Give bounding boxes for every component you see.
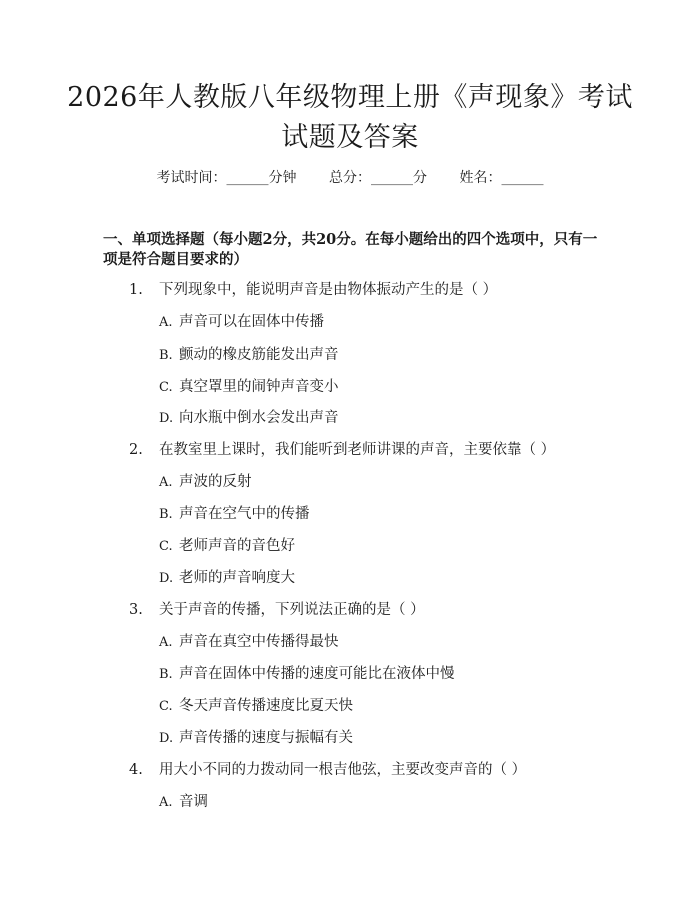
option-3a <box>159 632 339 653</box>
option-1a <box>159 312 324 333</box>
option-2c <box>159 536 295 557</box>
option-letter: D. <box>159 411 174 426</box>
total-score-unit: 分 <box>413 170 427 186</box>
question-number: 1. <box>129 282 143 298</box>
question-2 <box>129 440 555 460</box>
section-heading: 一、单项选择题（每小题2分，共20分。在每小题给出的四个选项中，只有一项是符合题目要求的） <box>103 231 598 268</box>
option-text: 声音在空气中的传播 <box>179 506 310 522</box>
option-3d <box>159 728 353 749</box>
option-letter: D. <box>159 571 174 586</box>
exam-time-label: 考试时间： <box>156 170 227 186</box>
student-name-field <box>459 170 543 186</box>
option-text: 冬天声音传播速度比夏天快 <box>179 698 353 714</box>
option-2d <box>159 568 295 589</box>
student-name-label: 姓名： <box>459 170 502 186</box>
student-name-blank: ______ <box>501 170 544 186</box>
question-text: 在教室里上课时，我们能听到老师讲课的声音，主要依靠（ ） <box>159 442 556 458</box>
exam-time-field <box>157 170 297 186</box>
exam-info-line <box>0 168 700 188</box>
question-4 <box>129 760 526 780</box>
total-score-field <box>329 170 427 186</box>
option-text: 声音可以在固体中传播 <box>179 314 324 330</box>
option-text: 向水瓶中倒水会发出声音 <box>179 410 339 426</box>
option-text: 声音传播的速度与振幅有关 <box>179 730 353 746</box>
option-text: 老师的声音响度大 <box>179 570 295 586</box>
option-text: 声波的反射 <box>179 474 252 490</box>
exam-time-blank: ______ <box>226 170 269 186</box>
option-letter: B. <box>159 348 173 363</box>
option-text: 真空罩里的闹钟声音变小 <box>179 379 339 395</box>
option-text: 音调 <box>179 794 208 810</box>
question-number: 3. <box>129 602 143 618</box>
option-letter: A. <box>159 475 173 490</box>
option-3c <box>159 696 353 717</box>
total-score-blank: ______ <box>371 170 413 186</box>
option-1d <box>159 408 339 429</box>
question-number: 2. <box>129 442 143 458</box>
option-letter: C. <box>159 699 173 714</box>
option-letter: B. <box>159 667 173 682</box>
option-2a <box>159 472 252 493</box>
option-text: 老师声音的音色好 <box>179 538 295 554</box>
page-title: 2026年人教版八年级物理上册《声现象》考试试题及答案 <box>67 82 633 153</box>
option-letter: A. <box>159 315 173 330</box>
option-letter: A. <box>159 635 173 650</box>
option-text: 颤动的橡皮筋能发出声音 <box>179 347 339 363</box>
question-text: 用大小不同的力拨动同一根吉他弦，主要改变声音的（ ） <box>159 762 527 778</box>
question-text: 关于声音的传播，下列说法正确的是（ ） <box>159 602 425 618</box>
option-text: 声音在真空中传播得最快 <box>179 634 339 650</box>
option-letter: C. <box>159 380 173 395</box>
total-score-label: 总分： <box>329 170 371 186</box>
option-letter: B. <box>159 507 173 522</box>
option-3b <box>159 664 455 685</box>
option-4a <box>159 792 208 813</box>
option-letter: A. <box>159 795 173 810</box>
question-number: 4. <box>129 762 143 778</box>
option-2b <box>159 504 310 525</box>
option-1c <box>159 377 339 398</box>
question-1 <box>129 280 497 300</box>
option-letter: C. <box>159 539 173 554</box>
option-1b <box>159 345 339 366</box>
question-3 <box>129 600 425 620</box>
question-text: 下列现象中，能说明声音是由物体振动产生的是（ ） <box>159 282 498 298</box>
option-text: 声音在固体中传播的速度可能比在液体中慢 <box>179 666 455 682</box>
option-letter: D. <box>159 731 174 746</box>
exam-time-unit: 分钟 <box>268 170 297 186</box>
